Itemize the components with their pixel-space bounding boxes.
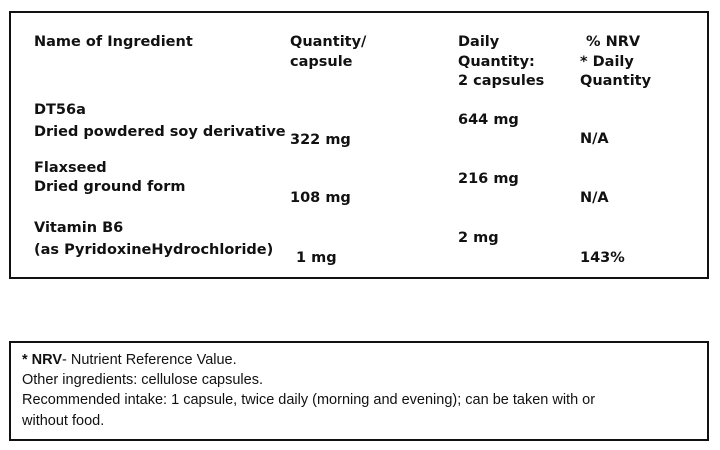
header-nrv-line3: Quantity (580, 73, 652, 89)
nrv-note (22, 351, 237, 369)
nrv-term: * NRV (22, 352, 63, 368)
header-daily-quantity-line2: Quantity: (458, 54, 535, 70)
nrv-definition: - Nutrient Reference Value. (62, 352, 237, 368)
row-2-name-line2: Dried ground form (34, 179, 186, 195)
recommended-intake-line1: Recommended intake: 1 capsule, twice daily (morning and evening); can be taken with or (22, 392, 596, 408)
header-nrv-line2: * Daily (580, 54, 634, 70)
header-quantity-capsule-line1: Quantity/ (290, 34, 367, 50)
row-1-daily-quantity: 644 mg (458, 112, 519, 128)
row-3-nrv: 143% (580, 250, 625, 266)
row-3-name-line1: Vitamin B6 (34, 220, 124, 236)
header-daily-quantity-line1: Daily (458, 34, 500, 50)
notes-box (9, 341, 709, 441)
row-1-quantity-capsule: 322 mg (290, 132, 351, 148)
row-3-quantity-capsule: 1 mg (296, 250, 337, 266)
row-2-daily-quantity: 216 mg (458, 171, 519, 187)
row-3-daily-quantity: 2 mg (458, 230, 499, 246)
recommended-intake-line2: without food. (22, 413, 105, 429)
header-nrv-line1: % NRV (586, 34, 641, 50)
row-3-name-line2: (as PyridoxineHydrochloride) (34, 242, 274, 258)
row-2-quantity-capsule: 108 mg (290, 190, 351, 206)
row-2-name-line1: Flaxseed (34, 160, 107, 176)
ingredients-table (9, 11, 709, 279)
header-daily-quantity-line3: 2 capsules (458, 73, 545, 89)
header-quantity-capsule-line2: capsule (290, 54, 353, 70)
row-1-name-line2: Dried powdered soy derivative (34, 124, 286, 140)
header-ingredient-name: Name of Ingredient (34, 34, 193, 50)
row-1-name-line1: DT56a (34, 102, 86, 118)
row-2-nrv: N/A (580, 190, 609, 206)
row-1-nrv: N/A (580, 131, 609, 147)
other-ingredients-note: Other ingredients: cellulose capsules. (22, 372, 263, 388)
